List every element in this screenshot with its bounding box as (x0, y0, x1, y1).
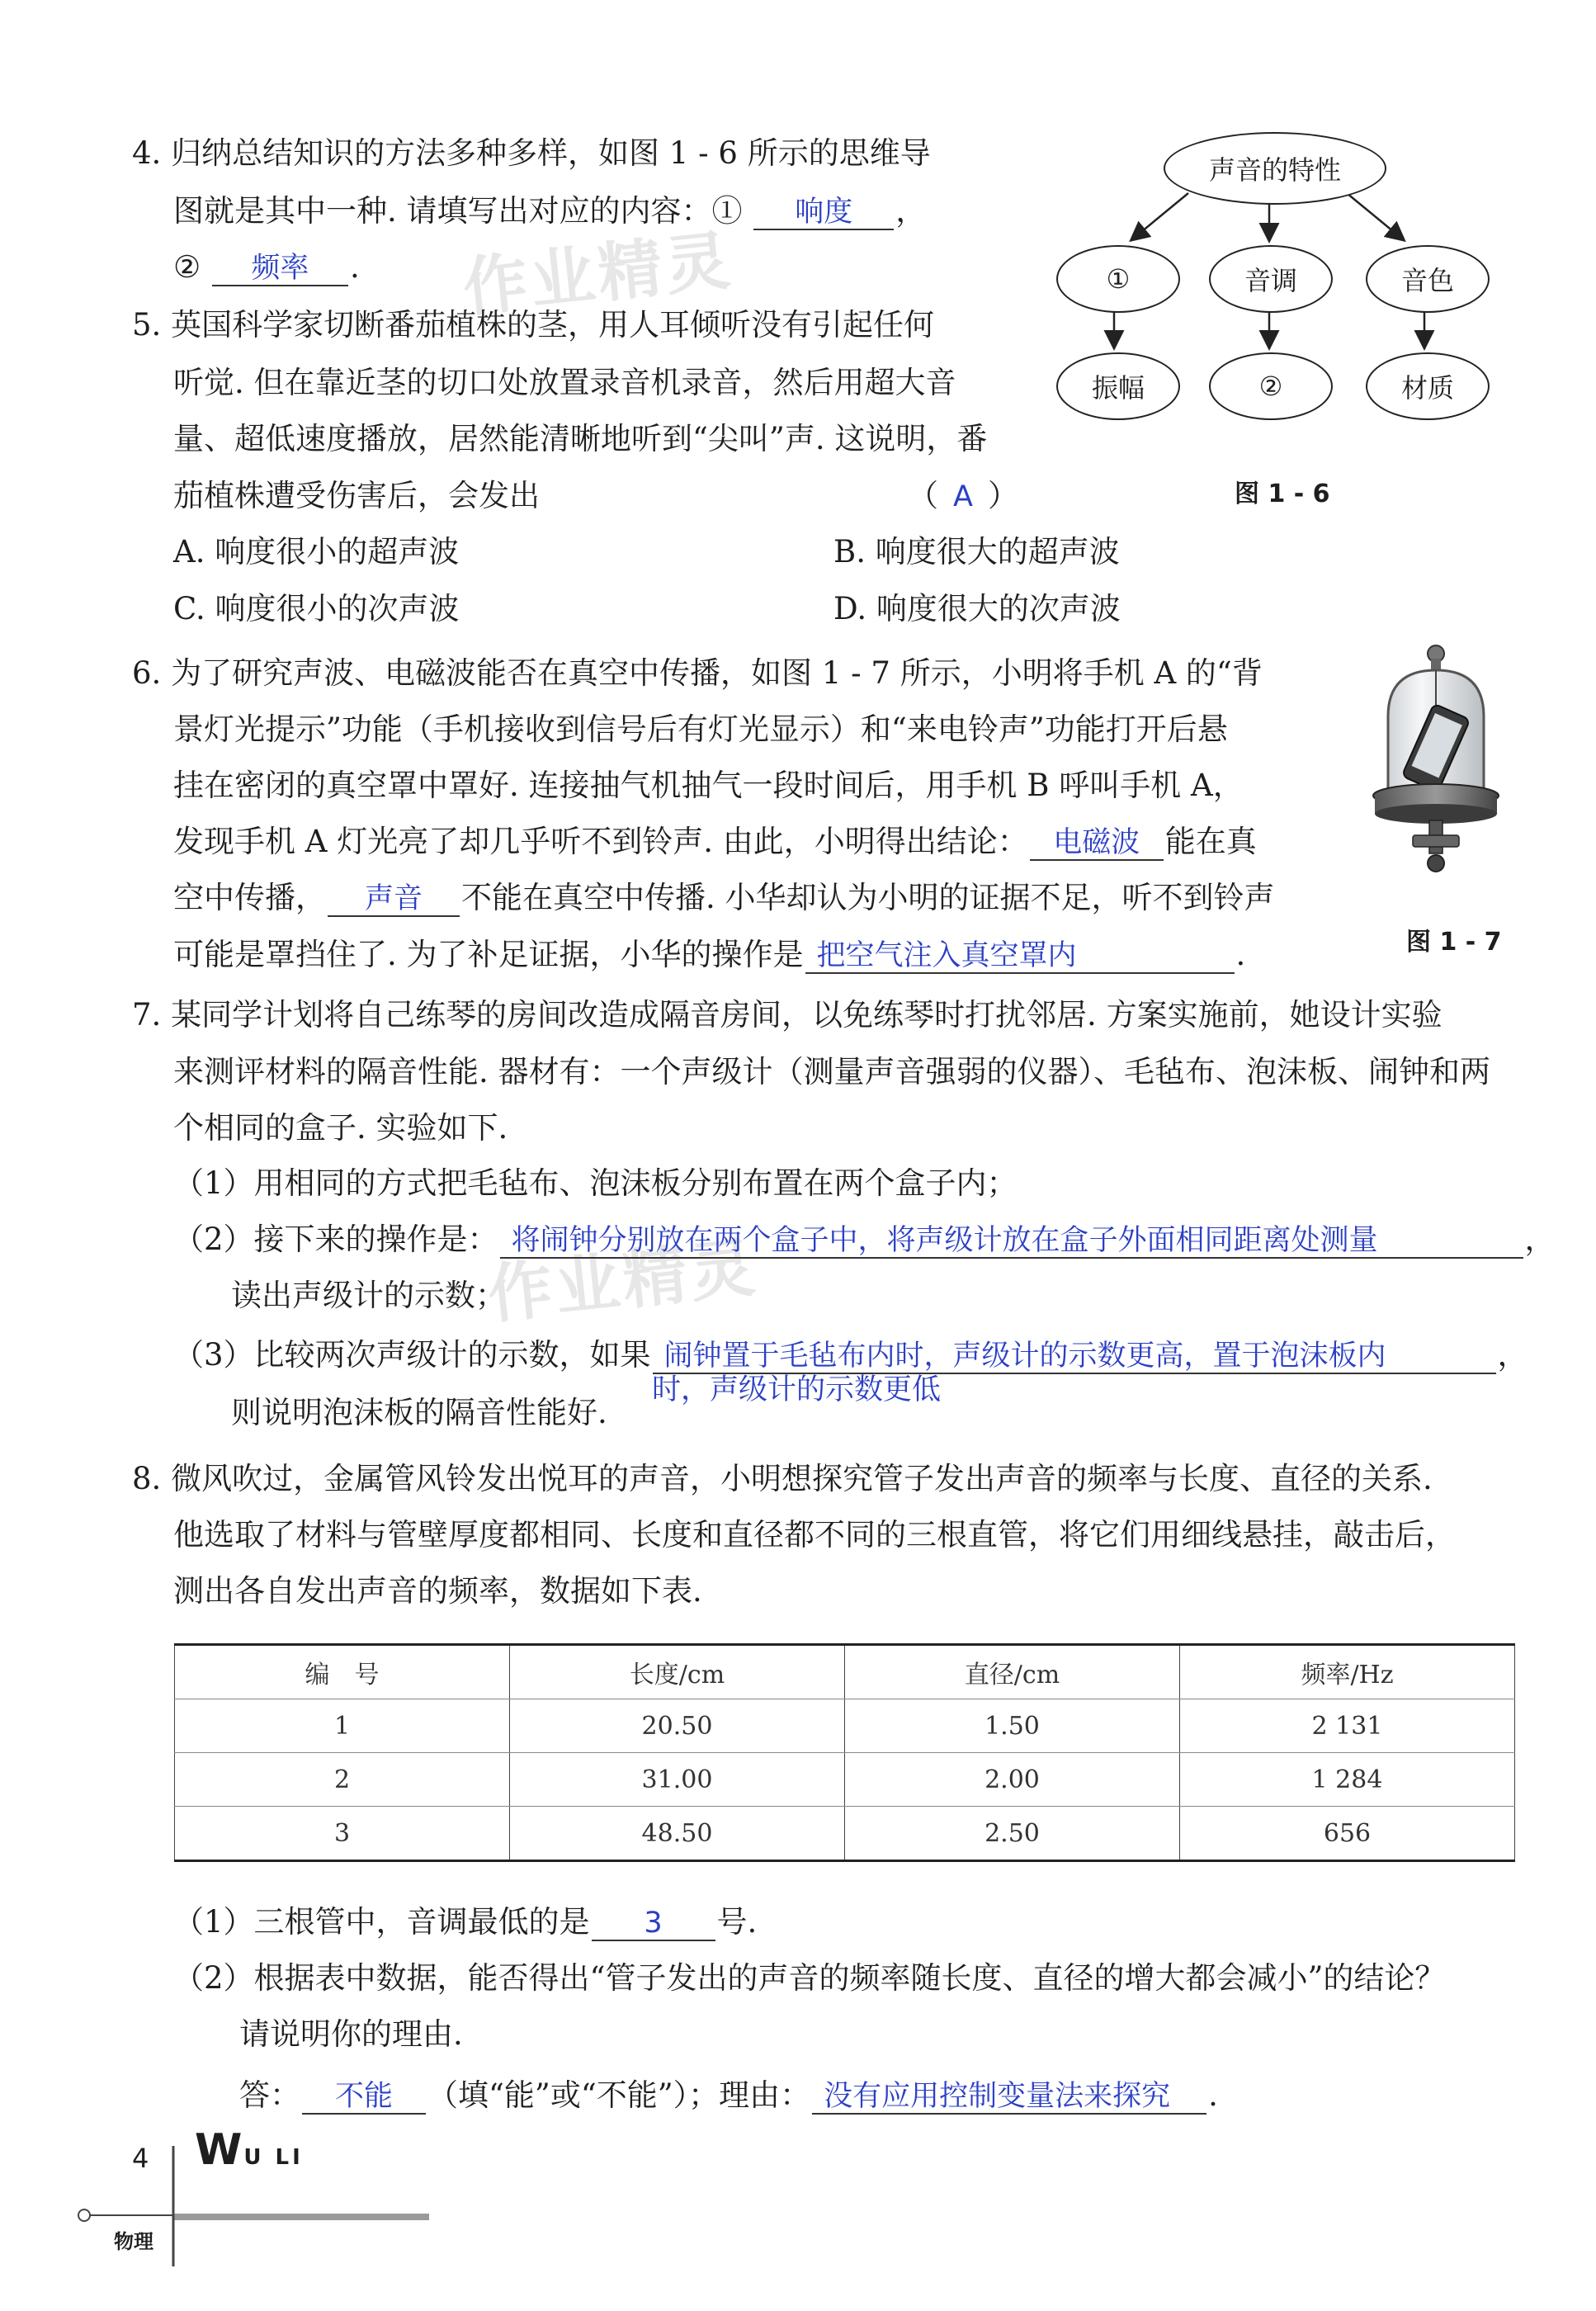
q8-answer-prefix: 答： (239, 2077, 300, 2113)
q7-part3 (173, 1335, 1528, 1375)
watermark: 作业精灵 (459, 224, 737, 326)
q4-period: . (349, 249, 360, 285)
q4-line1: 4. 归纳总结知识的方法多种多样，如图 1 - 6 所示的思维导 (132, 135, 931, 171)
table-cell: 3 (175, 1807, 510, 1861)
q5-line2: 听觉. 但在靠近茎的切口处放置录音机录音，然后用超大音 (173, 365, 956, 400)
table-cell: 656 (1180, 1807, 1515, 1861)
q5-paren-open: （ (908, 478, 938, 513)
q6-line1: 6. 为了研究声波、电磁波能否在真空中传播，如图 1 - 7 所示，小明将手机 A 的“背 (132, 655, 1263, 691)
table-cell: 48.50 (510, 1807, 845, 1861)
q5-option-b: B. 响度很大的超声波 (833, 534, 1120, 569)
q6-answer3: 把空气注入真空罩内 (805, 939, 1235, 974)
q6-line4-suffix: 能在真 (1164, 824, 1257, 859)
table-header-diameter: 直径/cm (845, 1645, 1180, 1699)
mindmap-node-1: ① (1056, 245, 1180, 313)
q7-part2 (173, 1220, 1556, 1259)
q6-period: . (1235, 937, 1246, 972)
q7-part1: （1）用相同的方式把毛毡布、泡沫板分别布置在两个盒子内； (173, 1165, 1018, 1201)
q7-part3-answer2: 时，声级计的示数更低 (652, 1373, 942, 1406)
q5-line3: 量、超低速度播放，居然能清晰地听到“尖叫”声. 这说明，番 (173, 421, 988, 456)
q8-part2-line1: （2）根据表中数据，能否得出“管子发出的声音的频率随长度、直径的增大都会减小”的结论？ (173, 1960, 1446, 1996)
wuli-logo-big: W (195, 2125, 244, 2175)
table-cell: 20.50 (510, 1699, 845, 1753)
q4-line3-label: ② (173, 249, 201, 285)
q7-part2-line2: 读出声级计的示数； (231, 1278, 506, 1313)
bell-jar-figure (1370, 642, 1502, 881)
mindmap-node-pitch: 音调 (1209, 245, 1333, 313)
wuli-logo (195, 2125, 304, 2175)
q6-answer2: 声音 (328, 882, 460, 917)
figure-1-7-caption: 图 1 - 7 (1406, 928, 1502, 957)
mindmap-node-material: 材质 (1366, 352, 1490, 420)
table-header-number: 编 号 (175, 1645, 510, 1699)
q7-part3-line2: 则说明泡沫板的隔音性能好. (231, 1395, 607, 1430)
q7-part2-prefix: （2）接下来的操作是： (173, 1222, 498, 1257)
q7-line1: 7. 某同学计划将自己练琴的房间改造成隔音房间，以免练琴时打扰邻居. 方案实施前，她设计实验 (132, 997, 1443, 1033)
q8-line3: 测出各自发出声音的频率，数据如下表. (173, 1573, 702, 1609)
q8-line1: 8. 微风吹过，金属管风铃发出悦耳的声音，小明想探究管子发出声音的频率与长度、直径的关系. (132, 1461, 1433, 1496)
q8-answer1: 不能 (302, 2080, 426, 2115)
q7-part3-prefix: （3）比较两次声级计的示数，如果 (173, 1337, 651, 1373)
table-cell: 2 (175, 1753, 510, 1807)
q4-answer2: 频率 (212, 252, 348, 286)
q8-part1-prefix: （1）三根管中，音调最低的是 (173, 1904, 590, 1940)
q8-part1-answer: 3 (592, 1907, 715, 1941)
page-number: 4 (132, 2143, 149, 2174)
mindmap-node-amplitude: 振幅 (1056, 352, 1180, 420)
q4-line3 (173, 248, 360, 287)
table-header-row (175, 1645, 1515, 1699)
q5-option-a: A. 响度很小的超声波 (173, 534, 460, 569)
q5-option-c: C. 响度很小的次声波 (173, 591, 460, 626)
q6-line5 (173, 878, 1275, 918)
q8-answer2: 没有应用控制变量法来探究 (812, 2080, 1206, 2115)
q8-answer-middle: （填“能”或“不能”）；理由： (427, 2077, 811, 2113)
q6-line2: 景灯光提示”功能（手机接收到信号后有灯光显示）和“来电铃声”功能打开后悬 (173, 711, 1228, 747)
q7-line3: 个相同的盒子. 实验如下. (173, 1110, 508, 1146)
footer-subject: 物理 (114, 2230, 153, 2253)
q4-line2 (173, 191, 926, 231)
q8-part1 (173, 1902, 757, 1942)
q6-line4 (173, 822, 1257, 862)
table-cell: 31.00 (510, 1753, 845, 1807)
figure-1-6-caption: 图 1 - 6 (1235, 480, 1330, 508)
q4-comma: ， (895, 193, 927, 229)
q5-answer: A (953, 480, 973, 513)
q8-answer-period: . (1208, 2077, 1218, 2113)
table-cell: 1 (175, 1699, 510, 1753)
table-header-length: 长度/cm (510, 1645, 845, 1699)
q7-line2: 来测评材料的隔音性能. 器材有：一个声级计（测量声音强弱的仪器）、毛毡布、泡沫板、闹钟和两 (173, 1054, 1491, 1089)
q7-part3-comma: ， (1497, 1337, 1528, 1373)
mindmap-root: 声音的特性 (1164, 132, 1386, 205)
q5-line1: 5. 英国科学家切断番茄植株的茎，用人耳倾听没有引起任何 (132, 307, 935, 343)
table-cell: 2.50 (845, 1807, 1180, 1861)
mindmap-node-2: ② (1209, 352, 1333, 420)
wuli-logo-small: U LI (243, 2145, 304, 2170)
table-cell: 2 131 (1180, 1699, 1515, 1753)
table-cell: 1 284 (1180, 1753, 1515, 1807)
q6-answer1: 电磁波 (1030, 826, 1164, 861)
table-header-frequency: 频率/Hz (1180, 1645, 1515, 1699)
q6-line6 (173, 935, 1245, 975)
q8-answer-line (239, 2076, 1218, 2115)
table-cell: 1.50 (845, 1699, 1180, 1753)
watermark: 作业精灵 (484, 1231, 762, 1333)
q7-part2-answer: 将闹钟分别放在两个盒子中，将声级计放在盒子外面相同距离处测量 (500, 1224, 1523, 1259)
table-cell: 2.00 (845, 1753, 1180, 1807)
q6-line4-text: 发现手机 A 灯光亮了却几乎听不到铃声. 由此，小明得出结论： (173, 824, 1028, 859)
q8-part2-line2: 请说明你的理由. (239, 2016, 463, 2052)
mindmap-figure (1048, 125, 1510, 489)
q6-line3: 挂在密闭的真空罩中罩好. 连接抽气机抽气一段时间后，用手机 B 呼叫手机 A， (173, 768, 1244, 803)
table-row (175, 1753, 1515, 1807)
table-row (175, 1807, 1515, 1861)
table-row (175, 1699, 1515, 1753)
mindmap-node-timbre: 音色 (1366, 245, 1490, 313)
q4-line2-text: 图就是其中一种. 请填写出对应的内容：① (173, 193, 743, 229)
q7-part2-comma: ， (1524, 1222, 1556, 1257)
q5-answer-paren (908, 476, 1018, 517)
q8-part1-suffix: 号. (716, 1904, 758, 1940)
q5-paren-close: ） (988, 478, 1018, 513)
q8-line2: 他选取了材料与管壁厚度都相同、长度和直径都不同的三根直管，将它们用细线悬挂，敲击后， (173, 1517, 1456, 1552)
q5-option-d: D. 响度很大的次声波 (833, 591, 1121, 626)
pipe-frequency-table (174, 1643, 1515, 1862)
q7-part3-answer1: 闹钟置于毛毡布内时，声级计的示数更高，置于泡沫板内 (653, 1340, 1496, 1374)
q6-line5-suffix: 不能在真空中传播. 小华却认为小明的证据不足，听不到铃声 (461, 880, 1275, 915)
q6-line5-prefix: 空中传播， (173, 880, 326, 915)
q4-answer1: 响度 (753, 196, 894, 230)
q6-line6-prefix: 可能是罩挡住了. 为了补足证据，小华的操作是 (173, 937, 804, 972)
q5-line4: 茄植株遭受伤害后，会发出 (173, 478, 540, 513)
